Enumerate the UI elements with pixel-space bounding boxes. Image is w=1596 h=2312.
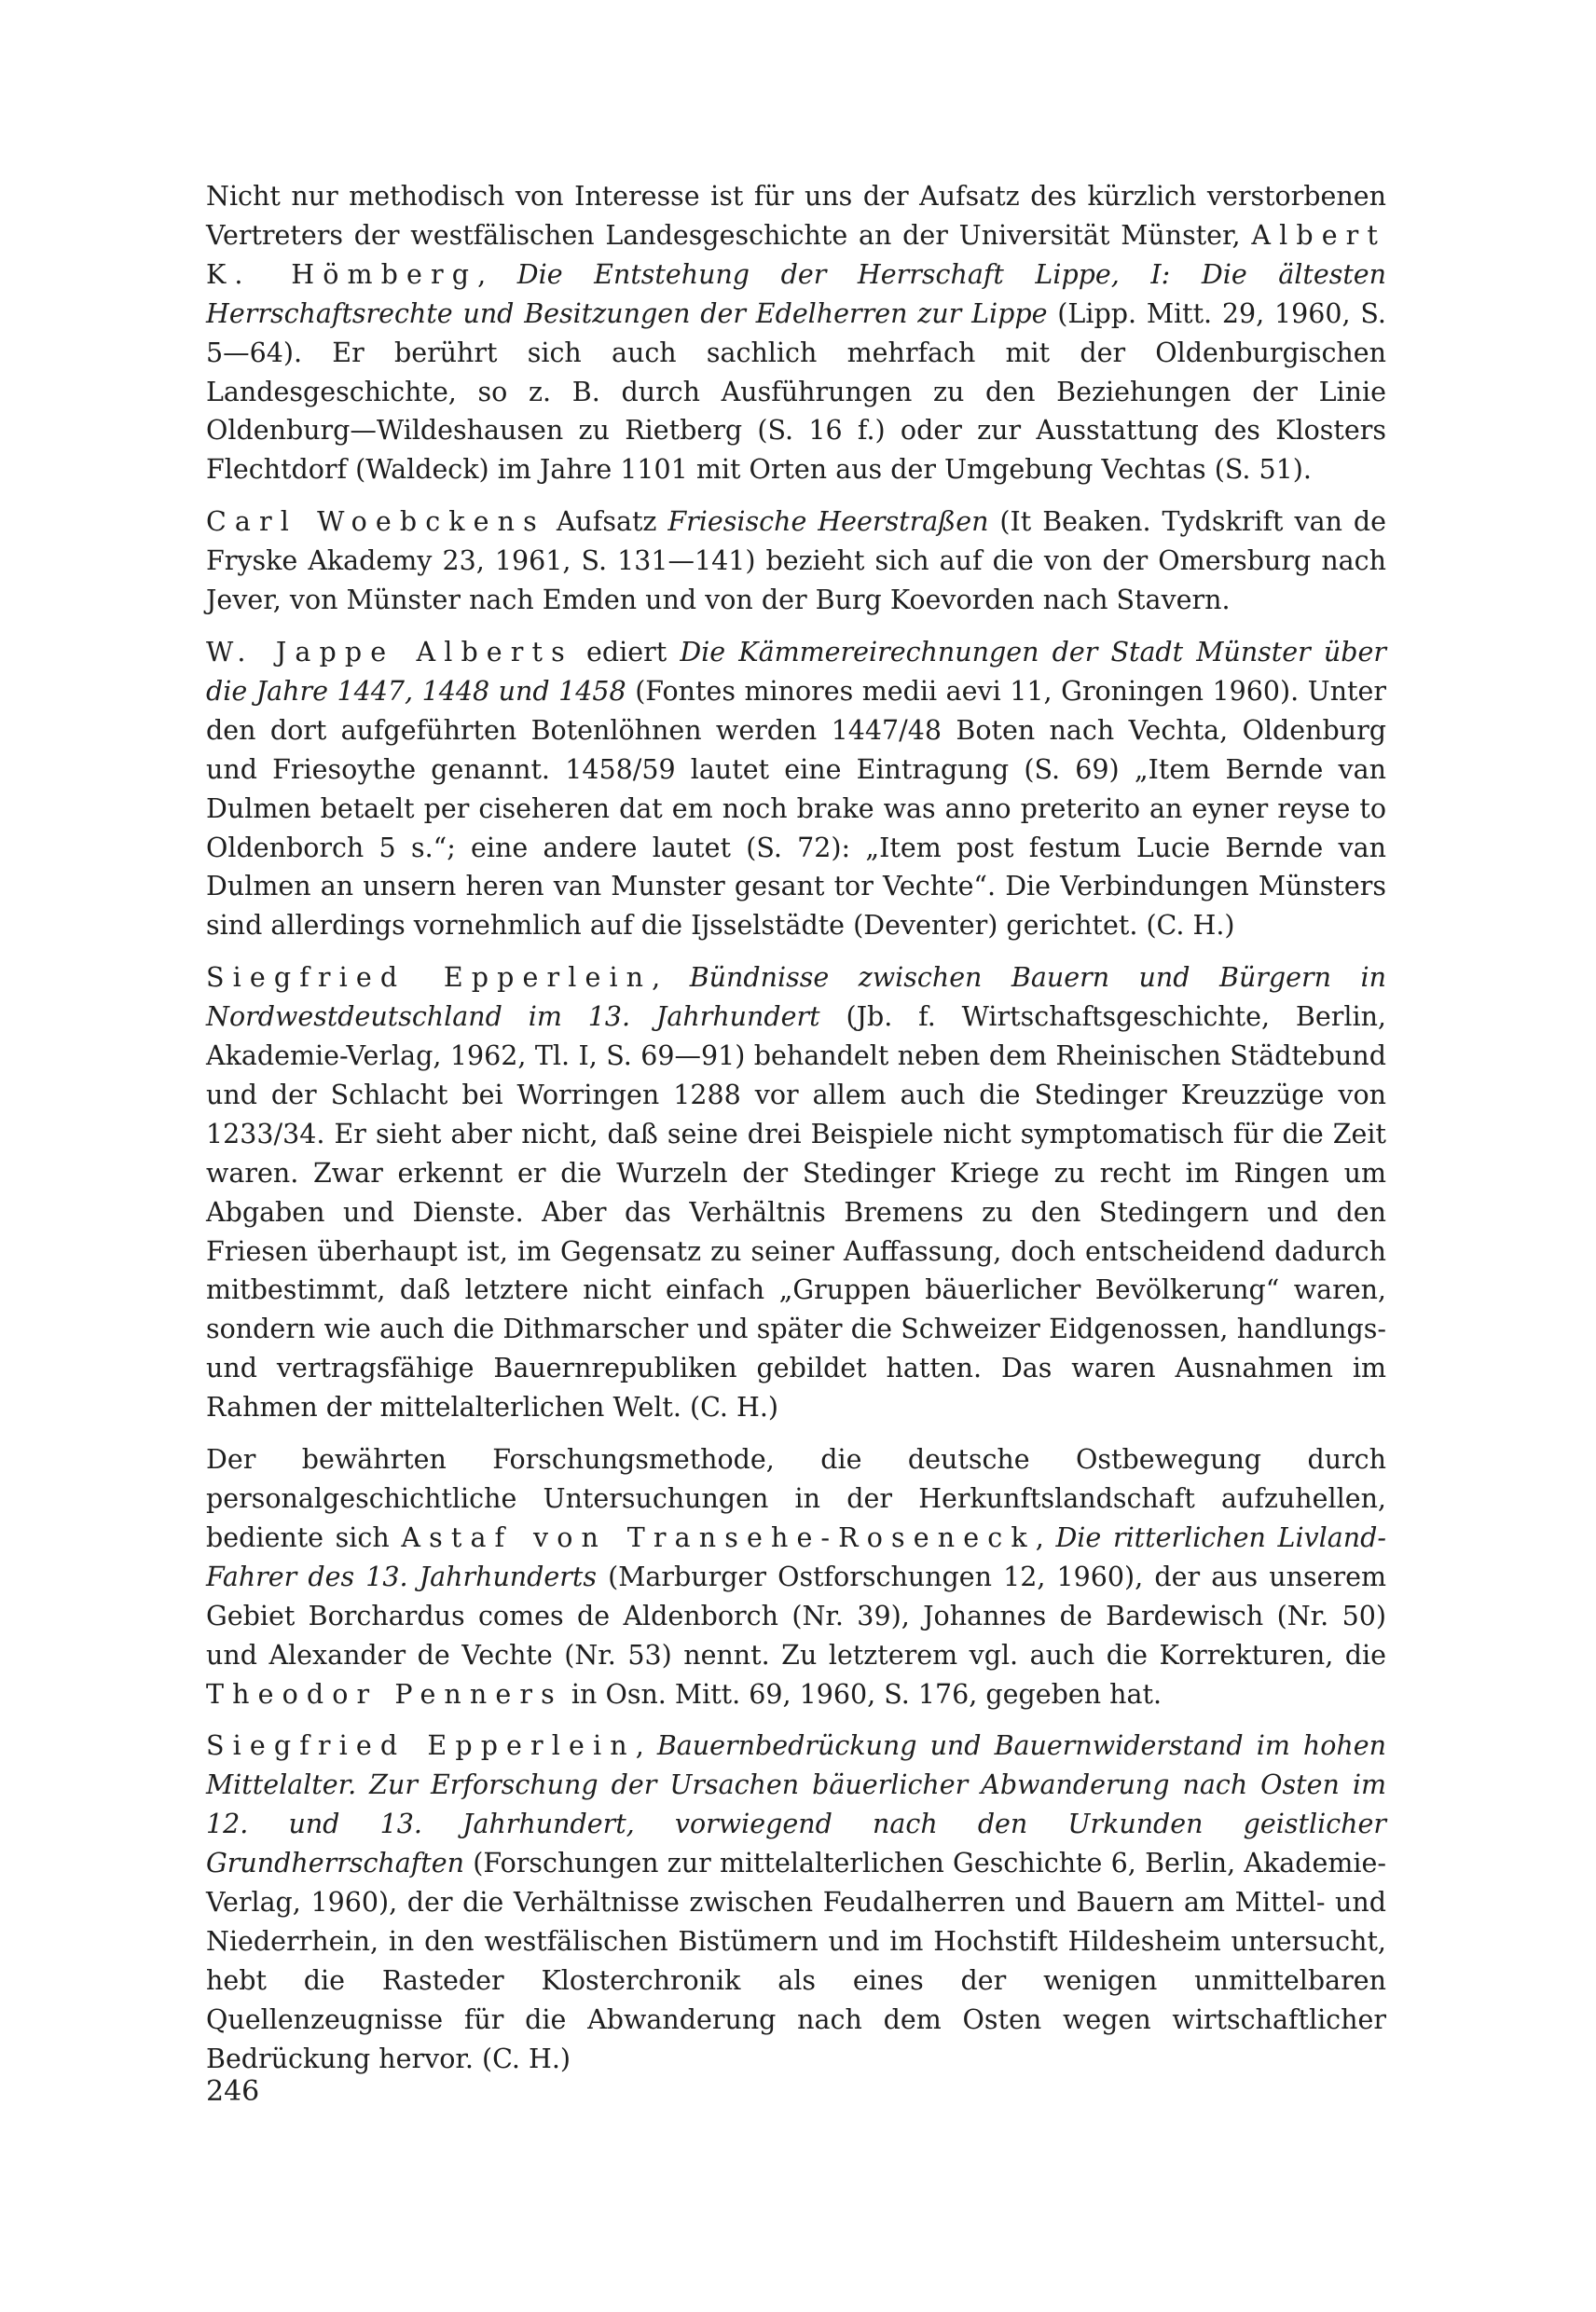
page-number: 246 [206, 2075, 260, 2108]
body-text [206, 177, 1386, 2092]
paragraph-hoemberg [206, 177, 1386, 489]
text-run: (Marburger Ostforschungen 12, 1960), der aus unserem Gebiet Borchardus comes de Aldenborch (Nr. 39), Johannes de Bardewisch (Nr. 50) und Alexander de Vechte (Nr. 53) nennt. Zu letzterem vgl. auch die Korrekturen, die [206, 1561, 1386, 1671]
paragraph-alberts [206, 633, 1386, 945]
paragraph-woebcken [206, 502, 1386, 620]
work-title: Die Entstehung der Herrschaft Lippe, I: Die ältesten Herrschaftsrechte und Besitzungen der Edelherren zur Lippe [206, 258, 1386, 329]
text-run: , [635, 1730, 657, 1762]
text-run: , [1035, 1521, 1056, 1553]
text-run: (Jb. f. Wirtschaftsgeschichte, Berlin, Akademie-Verlag, 1962, Tl. I, S. 69—91) behandelt neben dem Rheinischen Städtebund und der Schlacht bei Worringen 1288 vor allem auch die Stedinger Kreuzzüge von 1233/34. Er sieht aber nicht, daß seine drei Beispiele nicht symptomatisch für die Zeit waren. Zwar erkennt er die Wurzeln der Stedinger Kriege zu recht im Ringen um Abgaben und Dienste. Aber das Verhältnis Bremens zu den Stedingern und den Friesen überhaupt ist, im Gegensatz zu seiner Auffassung, doch entscheidend dadurch mitbestimmt, daß letztere nicht einfach „Gruppen bäuerlicher Bevölkerung“ waren, sondern wie auch die Dithmarscher und später die Schweizer Eidgenossen, handlungs- und vertragsfähige Bauernrepubliken gebildet hatten. Das waren Ausnahmen im Rahmen der mittelalterlichen Welt. (C. H.) [206, 1001, 1386, 1424]
text-run: , [652, 962, 690, 994]
author-name: Carl Woebckens [206, 506, 545, 538]
work-title: Die Kämmereirechnungen der Stadt Münster über die Jahre 1447, 1448 und 1458 [206, 636, 1386, 707]
work-title: Die ritterlichen Livland-Fahrer des 13. Jahrhunderts [206, 1521, 1386, 1592]
text-run: Der bewährten Forschungsmethode, die deutsche Ostbewegung durch personalgeschichtliche Untersuchungen in der Herkunftslandschaft aufzuhellen, bediente sich [206, 1444, 1386, 1553]
text-run: (Fontes minores medii aevi 11, Groningen 1960). Unter den dort aufgeführten Botenlöhnen werden 1447/48 Boten nach Vechta, Oldenburg und Friesoythe genannt. 1458/59 lautet eine Eintragung (S. 69) „Item Bernde van Dulmen betaelt per ciseheren dat em noch brake was anno preterito an eyner reyse to Oldenborch 5 s.“; eine andere lautet (S. 72): „Item post festum Lucie Bernde van Dulmen an unsern heren van Munster gesant tor Vechte“. Die Verbindungen Münsters sind allerdings vornehmlich auf die Ijsselstädte (Deventer) gerichtet. (C. H.) [206, 675, 1386, 942]
text-run: in Osn. Mitt. 69, 1960, S. 176, gegeben hat. [562, 1678, 1163, 1710]
text-run: ediert [572, 636, 681, 667]
paragraph-epperlein-bauernbedrueckung [206, 1727, 1386, 2078]
text-run: (It Beaken. Tydskrift van de Fryske Akademy 23, 1961, S. 131—141) bezieht sich auf die von der Omersburg nach Jever, von Münster nach Emden und von der Burg Koevorden nach Stavern. [206, 506, 1386, 616]
work-title: Friesische Heerstraßen [667, 506, 989, 538]
author-name: Siegfried Epperlein [206, 1730, 636, 1762]
paragraph-transehe [206, 1440, 1386, 1713]
work-title: Bündnisse zwischen Bauern und Bürgern in Nordwestdeutschland im 13. Jahrhundert [206, 962, 1386, 1033]
paragraph-epperlein-buendnisse [206, 958, 1386, 1427]
text-run: , [477, 258, 517, 290]
author-name: Albert K. Hömberg [206, 219, 1386, 290]
text-run: Aufsatz [544, 506, 668, 538]
author-name: W. Jappe Alberts [206, 636, 573, 667]
author-name: Siegfried Epperlein [206, 962, 653, 994]
text-run: (Forschungen zur mittelalterlichen Geschichte 6, Berlin, Akademie-Verlag, 1960), der die Verhältnisse zwischen Feudalherren und Bauern am Mittel- und Niederrhein, in den westfälischen Bistümern und im Hochstift Hildesheim untersucht, hebt die Rasteder Klosterchronik als eines der wenigen unmittelbaren Quellenzeugnisse für die Abwanderung nach dem Osten wegen wirtschaftlicher Bedrückung hervor. (C. H.) [206, 1848, 1386, 2074]
text-run: (Lipp. Mitt. 29, 1960, S. 5—64). Er berührt sich auch sachlich mehrfach mit der Oldenburgischen Landesgeschichte, so z. B. durch Ausführungen zu den Beziehungen der Linie Oldenburg—Wildeshausen zu Rietberg (S. 16 f.) oder zur Ausstattung des Klosters Flechtdorf (Waldeck) im Jahre 1101 mit Orten aus der Umgebung Vechtas (S. 51). [206, 297, 1386, 486]
author-name: Astaf von Transehe-Roseneck [401, 1521, 1036, 1553]
work-title: Bauernbedrückung und Bauernwiderstand im hohen Mittelalter. Zur Erforschung der Ursachen bäuerlicher Abwanderung nach Osten im 12. und 13. Jahrhundert, vorwiegend nach den Urkunden geistlicher Grundherrschaften [206, 1730, 1386, 1879]
author-name: Theodor Penners [206, 1678, 563, 1710]
text-run: Nicht nur methodisch von Interesse ist für uns der Aufsatz des kürzlich verstorbenen Vertreters der westfälischen Landesgeschichte an der Universität Münster, [206, 181, 1386, 251]
